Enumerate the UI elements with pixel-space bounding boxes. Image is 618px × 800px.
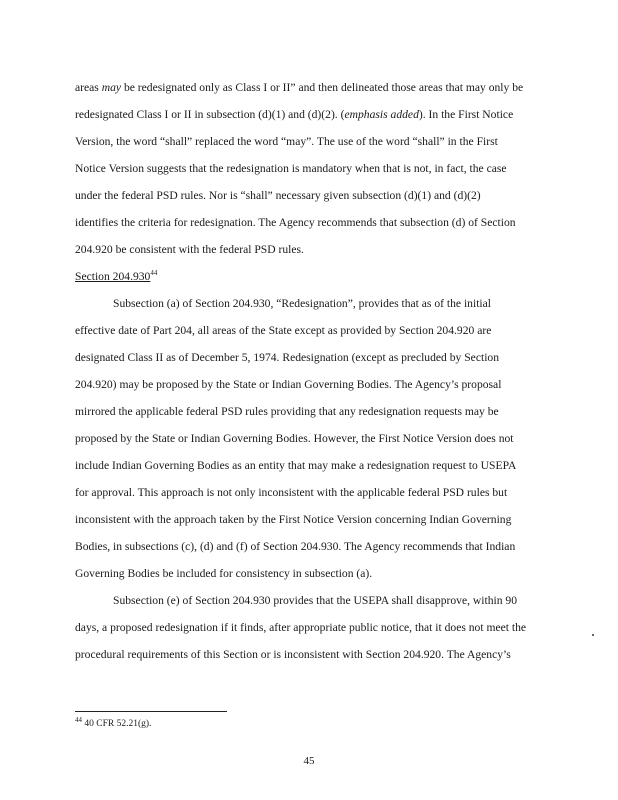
body-line-4: Notice Version suggests that the redesignation is mandatory when that is not, in fact, the case [75, 162, 507, 175]
paragraph-1-line-6: proposed by the State or Indian Governing Bodies. However, the First Notice Version does not [75, 432, 514, 445]
body-line-7: 204.920 be consistent with the federal PSD rules. [75, 243, 304, 256]
page-number: 45 [303, 755, 315, 767]
paragraph-1-line-4: 204.920) may be proposed by the State or Indian Governing Bodies. The Agency’s proposal [75, 378, 502, 391]
section-heading-text: Section 204.930 [75, 270, 151, 283]
body-line-2-rest: ). In the First Notice [418, 108, 514, 121]
footnote-text: 40 CFR 52.21(g). [84, 719, 152, 729]
body-line-3: Version, the word “shall” replaced the word “may”. The use of the word “shall” in the First [75, 135, 498, 148]
footnote-number: 44 [75, 715, 82, 724]
paragraph-1-line-3: designated Class II as of December 5, 1974. Redesignation (except as precluded by Section [75, 351, 500, 364]
paragraph-1-line-1: Subsection (a) of Section 204.930, “Redesignation”, provides that as of the initial [113, 297, 492, 310]
paragraph-2-line-2: days, a proposed redesignation if it finds, after appropriate public notice, that it does not meet the [75, 621, 527, 634]
margin-mark [592, 634, 594, 636]
paragraph-1-line-2: effective date of Part 204, all areas of the State except as provided by Section 204.920 are [75, 324, 492, 337]
body-line-2-start: redesignated Class I or II in subsection (d)(1) and (d)(2). ( [75, 108, 345, 121]
body-line-6: identifies the criteria for redesignation. The Agency recommends that subsection (d) of Section [75, 216, 516, 229]
body-line-1-rest: be redesignated only as Class I or II” and then delineated those areas that may only be [121, 81, 524, 94]
paragraph-2-line-3: procedural requirements of this Section or is inconsistent with Section 204.920. The Agency’s [75, 648, 511, 661]
paragraph-1-line-5: mirrored the applicable federal PSD rules providing that any redesignation requests may be [75, 405, 499, 418]
paragraph-2-line-1: Subsection (e) of Section 204.930 provides that the USEPA shall disapprove, within 90 [113, 594, 518, 607]
body-line-2 [75, 108, 513, 122]
body-line-5: under the federal PSD rules. Nor is “shall” necessary given subsection (d)(1) and (d)(2) [75, 189, 481, 202]
body-line-1-start: areas [75, 81, 102, 94]
footnote [75, 715, 152, 730]
paragraph-1-line-11: Governing Bodies be included for consistency in subsection (a). [75, 567, 373, 580]
emphasis-added: emphasis added [344, 108, 419, 121]
footnote-divider [75, 711, 227, 712]
paragraph-1-line-8: for approval. This approach is not only inconsistent with the applicable federal PSD rules but [75, 486, 508, 499]
paragraph-1-line-9: inconsistent with the approach taken by the First Notice Version concerning Indian Governing [75, 513, 512, 526]
body-line-1 [75, 81, 523, 95]
emphasis-may: may [101, 81, 122, 94]
paragraph-1-line-7: include Indian Governing Bodies as an entity that may make a redesignation request to USEPA [75, 459, 517, 472]
footnote-reference: 44 [150, 269, 158, 278]
paragraph-1-line-10: Bodies, in subsections (c), (d) and (f) of Section 204.930. The Agency recommends that Indian [75, 540, 516, 553]
section-heading [75, 270, 157, 284]
